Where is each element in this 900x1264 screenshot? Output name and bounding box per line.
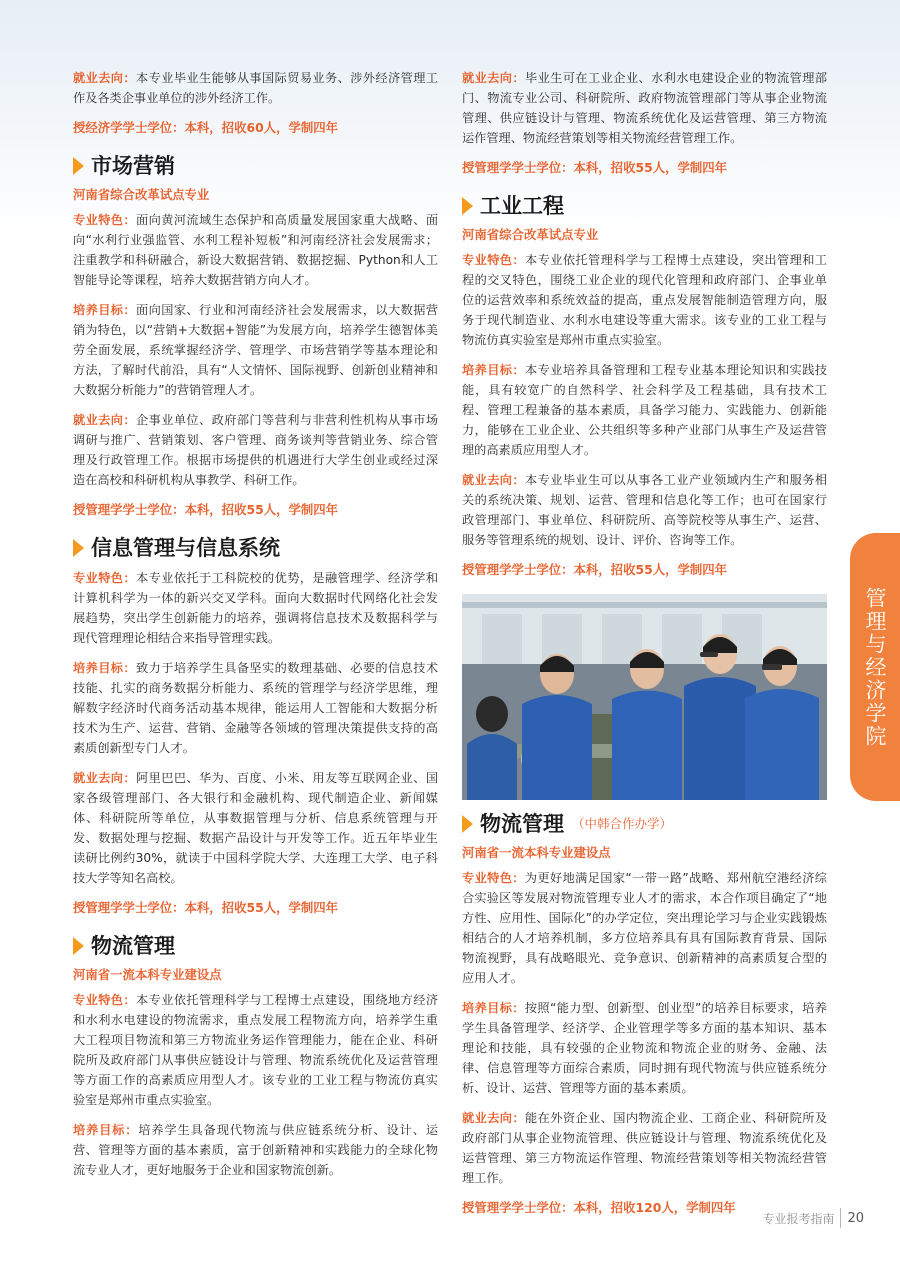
infosys-employment: 就业去向：阿里巴巴、华为、百度、小米、用友等互联网企业、国家各级管理部门、各大银行和金融机构、现代制造企业、新闻媒体、科研院所等单位，从事数据管理与分析、信息系统管理与开发、数据处理与挖掘、数据产品设计与开发等工作。近五年毕业生读研比例约30%，就读于中国科学院大学、大连理工大学、电子科技大学等知名高校。 [73, 771, 439, 885]
triangle-icon [73, 937, 84, 955]
triangle-icon [462, 815, 473, 833]
industrial-goal: 培养目标：本专业培养具备管理和工程专业基本理论知识和实践技能，具有较宽广的自然科学、社会科学及工程基础，具有技术工程、管理工程兼备的基本素质，具备学习能力、实践能力、创新能力，能够在工业企业、公共组织等多种产业部门从事生产及运营管理的高素质应用型人才。 [462, 363, 828, 457]
logistics-feature: 专业特色：本专业依托管理科学与工程博士点建设，围绕地方经济和水利水电建设的物流需求，重点发展工程物流方向，培养学生重大工程项目物流和第三方物流业务运作管理能力，能在企业、科研院所及政府部门从事供应链设计与管理、物流系统优化及运营管理等方面工作的高素质应用型人才。该专业的工业工程与物流仿真实验室是郑州市重点实验室。 [73, 993, 439, 1107]
industrial-employment: 就业去向：本专业毕业生可以从事各工业产业领域内生产和服务相关的系统决策、规划、运营、管理和信息化等工作；也可在国家行政管理部门、事业单位、科研院所、高等院校等从事生产、运营、服务等管理系统的规划、设计、评价、咨询等工作。 [462, 473, 828, 547]
industrial-degree: 授管理学学士学位：本科，招收55人，学制四年 [462, 562, 728, 577]
intl-trade-degree: 授经济学学士学位：本科，招收60人，学制四年 [73, 120, 339, 135]
logistics-employment: 就业去向：毕业生可在工业企业、水利水电建设企业的物流管理部门、物流专业公司、科研院所、政府物流管理部门等从事企业物流管理、供应链设计与管理、物流系统优化及运营管理、第三方物流运作管理、物流经营策划等相关物流经营管理工作。 [462, 71, 828, 145]
logistics-coop-goal: 培养目标：按照“能力型、创新型、创业型”的培养目标要求，培养学生具备管理学、经济学、企业管理学等多方面的基本知识、基本理论和技能，具有较强的企业物流和物流企业的财务、金融、法律、信息管理等方面综合素质，同时拥有现代物流与供应链系统分析、设计、运营、管理等方面的基本素质。 [462, 1001, 827, 1095]
section-title-logistics-coop: 物流管理 （中韩合作办学） [462, 810, 827, 838]
logistics-note: 河南省一流本科专业建设点 [73, 967, 222, 982]
industrial-note: 河南省综合改革试点专业 [462, 227, 599, 242]
section-title-marketing: 市场营销 [73, 152, 438, 180]
section-title-infosys: 信息管理与信息系统 [73, 534, 438, 562]
footer-divider [840, 1208, 841, 1228]
infosys-goal: 培养目标：致力于培养学生具备坚实的数理基础、必要的信息技术技能、扎实的商务数据分析能力、系统的管理学与经济学思维，理解数字经济时代商务活动基本规律，能运用人工智能和大数据分析技术为生产、运营、营销、金融等各领域的管理决策提供支持的高素质创新型专门人才。 [73, 661, 439, 755]
right-column [462, 68, 827, 1232]
marketing-feature: 专业特色：面向黄河流域生态保护和高质量发展国家重大战略、面向“水利行业强监管、水利工程补短板”和河南经济社会发展需求；注重教学和科研融合，新设大数据营销、数据挖掘、Python和人工智能导论等课程，培养大数据营销方向人才。 [73, 213, 439, 287]
logistics-goal: 培养目标：培养学生具备现代物流与供应链系统分析、设计、运营、管理等方面的基本素质，富于创新精神和实践能力的全球化物流专业人才，更好地服务于企业和国家物流创新。 [73, 1123, 439, 1177]
marketing-employment: 就业去向：企事业单位、政府部门等营利与非营利性机构从事市场调研与推广、营销策划、客户管理、商务谈判等营销业务、综合管理及行政管理工作。根据市场提供的机遇进行大学生创业或经过深造在高校和科研机构从事教学、科研工作。 [73, 413, 439, 487]
industrial-feature: 专业特色：本专业依托管理科学与工程博士点建设，突出管理和工程的交叉特色，围绕工业企业的现代化管理和政府部门、企事业单位的运营效率和系统效益的提高，重点发展智能制造管理方向，服务于现代制造业、水利水电建设等重大需求。该专业的工业工程与物流仿真实验室是郑州市重点实验室。 [462, 253, 828, 347]
logistics-coop-feature: 专业特色：为更好地满足国家“一带一路”战略、郑州航空港经济综合实验区等发展对物流管理专业人才的需求，本合作项目确定了“地方性、应用性、国际化”的办学定位，突出理论学习与企业实践锻炼相结合的人才培养机制，多方位培养具有具有国际教育背景、国际物流视野，具有战略眼光、竞争意识、创新精神的高素质复合型的应用人才。 [462, 871, 827, 985]
infosys-degree: 授管理学学士学位：本科，招收55人，学制四年 [73, 900, 339, 915]
logistics-coop-degree: 授管理学学士学位：本科，招收120人，学制四年 [462, 1200, 736, 1215]
infosys-feature: 专业特色：本专业依托于工科院校的优势，是融管理学、经济学和计算机科学为一体的新兴交叉学科。面向大数据时代网络化社会发展趋势，突出学生创新能力的培养，强调将信息技术及数据科学与现代管理理论相结合来指导管理实践。 [73, 571, 439, 645]
logistics-degree: 授管理学学士学位：本科，招收55人，学制四年 [462, 160, 728, 175]
page-footer [762, 1208, 864, 1228]
college-side-tab: 管理与经济学院 [850, 533, 900, 801]
left-column [73, 68, 438, 1190]
triangle-icon [73, 157, 84, 175]
photo-illustration [462, 594, 827, 800]
intl-trade-employment: 就业去向：本专业毕业生能够从事国际贸易业务、涉外经济管理工作及各类企事业单位的涉外经济工作。 [73, 71, 439, 105]
marketing-note: 河南省综合改革试点专业 [73, 187, 210, 202]
logistics-coop-employment: 就业去向：能在外资企业、国内物流企业、工商企业、科研院所及政府部门从事企业物流管理、供应链设计与管理、物流系统优化及运营管理、第三方物流运作管理、物流经营策划等相关物流经营管理工作。 [462, 1111, 828, 1185]
section-title-industrial: 工业工程 [462, 192, 827, 220]
triangle-icon [73, 539, 84, 557]
section-title-logistics: 物流管理 [73, 932, 438, 960]
marketing-goal: 培养目标：面向国家、行业和河南经济社会发展需求，以大数据营销为特色，以“营销+大数据+智能”为发展方向，培养学生德智体美劳全面发展，系统掌握经济学、管理学、市场营销学等基本理论和方法，了解时代前沿，具有“人文情怀、国际视野、创新创业精神和大数据分析能力”的营销管理人才。 [73, 303, 439, 397]
triangle-icon [462, 197, 473, 215]
footer-guide-title: 专业报考指南 [762, 1211, 835, 1226]
marketing-degree: 授管理学学士学位：本科，招收55人，学制四年 [73, 502, 339, 517]
students-workshop-photo [462, 594, 827, 800]
page-number: 20 [847, 1210, 864, 1226]
logistics-coop-note: 河南省一流本科专业建设点 [462, 845, 611, 860]
